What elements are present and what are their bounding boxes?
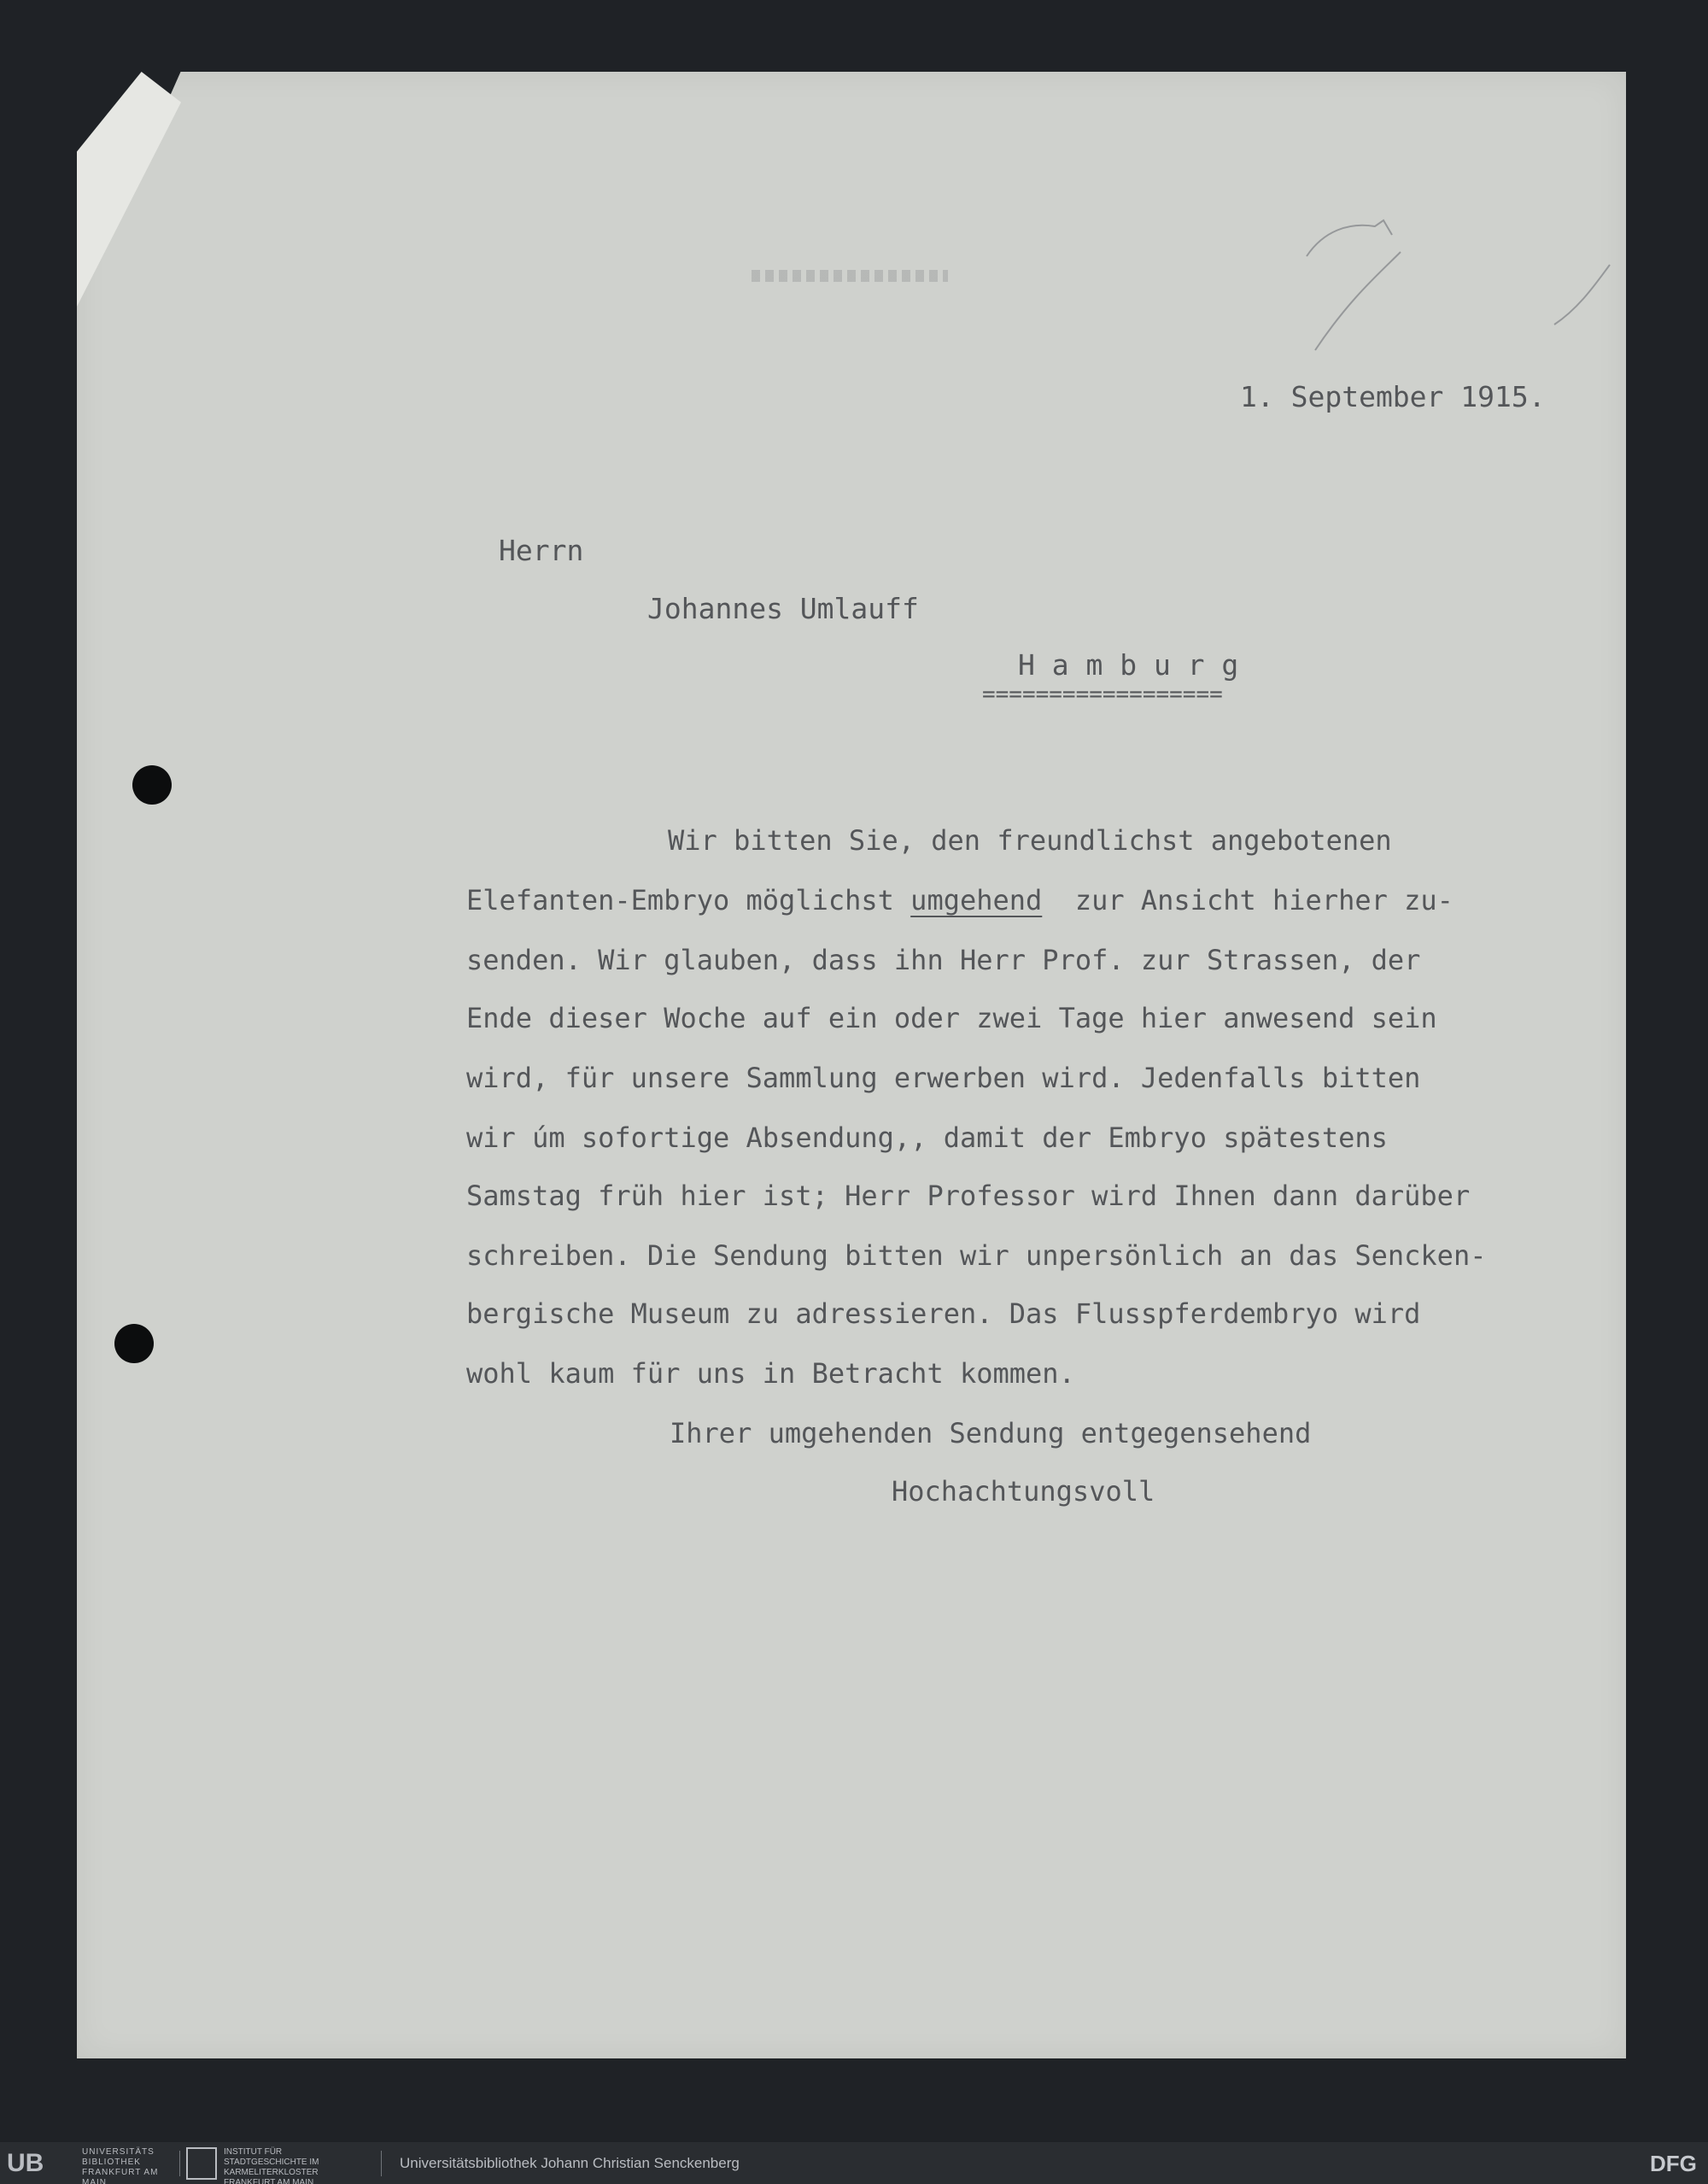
- body-line-6: wir úm sofortige Absendung,, damit der Embryo spätestens: [466, 1121, 1388, 1154]
- emphasis-umgehend: umgehend: [910, 884, 1043, 916]
- body-line-10: wohl kaum für uns in Betracht kommen.: [466, 1357, 1075, 1390]
- letter-date: 1. September 1915.: [1240, 380, 1546, 413]
- body-line-2: Elefanten-Embryo möglichst umgehend zur Ansicht hierher zu-: [466, 884, 1454, 916]
- isg-logo-text: INSTITUT FÜR STADTGESCHICHTE IM KARMELITERKLOSTER FRANKFURT AM MAIN: [224, 2147, 319, 2184]
- dfg-logo[interactable]: DFG: [1650, 2151, 1697, 2176]
- footer-separator: [179, 2151, 180, 2176]
- city-underline: ==================: [982, 682, 1223, 707]
- body-line-1: Wir bitten Sie, den freundlichst angebotenen: [668, 824, 1392, 857]
- body-line-3: senden. Wir glauben, dass ihn Herr Prof. zur Strassen, der: [466, 944, 1421, 976]
- isg-logo-icon[interactable]: [186, 2147, 217, 2180]
- recipient-name: Johannes Umlauff: [647, 592, 919, 625]
- body-line-5: wird, für unsere Sammlung erwerben wird. Jedenfalls bitten: [466, 1062, 1421, 1094]
- body-line-9: bergische Museum zu adressieren. Das Flusspferdembryo wird: [466, 1297, 1421, 1330]
- closing-line: Ihrer umgehenden Sendung entgegensehend: [670, 1417, 1312, 1449]
- ub-logo[interactable]: UB: [7, 2149, 44, 2177]
- pencil-scribble: [1298, 205, 1623, 376]
- body-line-7: Samstag früh hier ist; Herr Professor wird Ihnen dann darüber: [466, 1180, 1471, 1212]
- footer-caption: Universitätsbibliothek Johann Christian Senckenberg: [400, 2155, 740, 2171]
- body-line-8: schreiben. Die Sendung bitten wir unpersönlich an das Sencken-: [466, 1239, 1487, 1272]
- body-line-4: Ende dieser Woche auf ein oder zwei Tage hier anwesend sein: [466, 1002, 1437, 1034]
- punch-hole-lower: [114, 1324, 154, 1363]
- ub-logo-text: UNIVERSITÄTS BIBLIOTHEK FRANKFURT AM MAIN: [82, 2147, 159, 2184]
- salutation: Herrn: [499, 534, 584, 567]
- recipient-city: H a m b u r g: [1018, 648, 1239, 682]
- punch-hole-upper: [132, 765, 172, 805]
- footer-separator: [381, 2151, 382, 2176]
- faint-stamp-mark: [752, 270, 948, 282]
- valediction: Hochachtungsvoll: [892, 1475, 1155, 1508]
